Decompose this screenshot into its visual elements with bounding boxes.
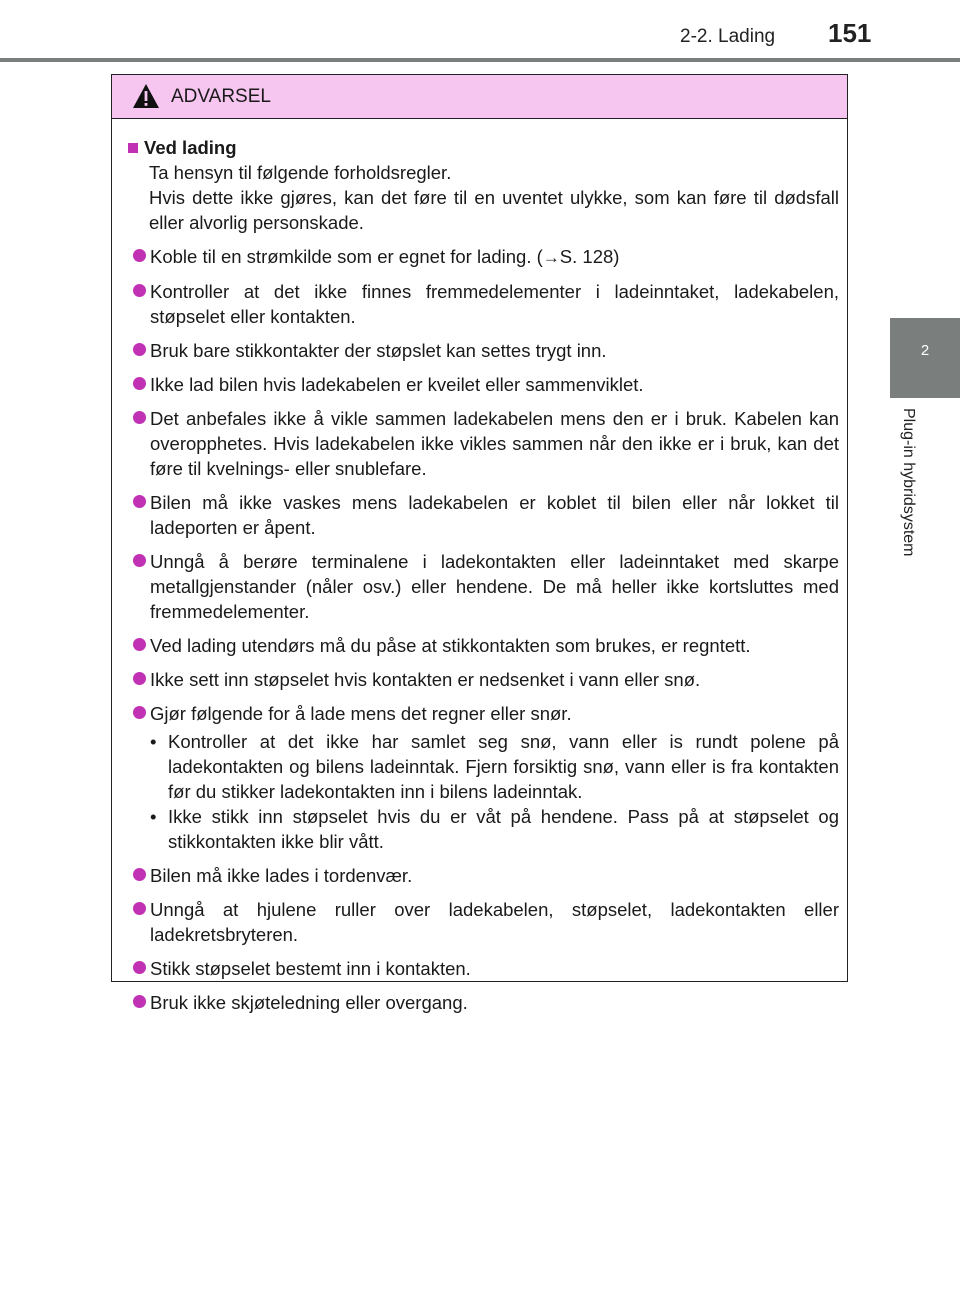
list-item-text: Ikke sett inn støpselet hvis kontakten er nedsenket i vann eller snø. [150, 669, 701, 690]
round-bullet-icon [128, 490, 150, 540]
header-rule [0, 58, 960, 62]
intro-line-2: Hvis dette ikke gjøres, kan det føre til en uventet ulykke, som kan føre til dødsfall eller alvorlig personskade. [149, 187, 839, 233]
list-item-text: Unngå å berøre terminalene i ladekontakten eller ladeinntaket med skarpe metallgjenstander (nåler osv.) eller hendene. De må heller ikke kortsluttes med fremmedelementer. [150, 551, 839, 622]
list-item [128, 279, 839, 329]
list-item-text: Bilen må ikke lades i tordenvær. [150, 865, 413, 886]
sub-list [150, 729, 839, 854]
list-item-text: Det anbefales ikke å vikle sammen ladekabelen mens den er i bruk. Kabelen kan overopphetes. Hvis ladekabelen ikke vikles sammen når den ikke er i bruk, kan det føre til kvelnings- eller snublefare. [150, 408, 839, 479]
section-heading: 2-2. Lading [680, 26, 776, 47]
list-item-text: Bruk ikke skjøteledning eller overgang. [150, 992, 468, 1013]
chapter-number: 2 [920, 342, 930, 359]
round-bullet-icon [128, 338, 150, 363]
list-item [128, 372, 839, 397]
list-item [128, 549, 839, 624]
round-bullet-icon [128, 701, 150, 854]
list-item [128, 897, 839, 947]
page-number: 151 [828, 18, 872, 48]
round-bullet-icon [128, 667, 150, 692]
warning-title: ADVARSEL [171, 86, 271, 107]
round-bullet-icon [128, 863, 150, 888]
list-item-text: Bruk bare stikkontakter der støpslet kan settes trygt inn. [150, 340, 607, 361]
round-bullet-icon [128, 990, 150, 1015]
list-item-text: Unngå at hjulene ruller over ladekabelen, støpselet, ladekontakten eller ladekretsbryteren. [150, 899, 839, 945]
warning-box [111, 74, 848, 1013]
list-item [128, 244, 839, 270]
sub-list-item [150, 729, 839, 804]
sub-list-item [150, 804, 839, 854]
list-item [128, 490, 839, 540]
list-item-text: Kontroller at det ikke finnes fremmedelementer i ladeinntaket, ladekabelen, støpselet eller kontakten. [150, 281, 839, 327]
intro-line-1: Ta hensyn til følgende forholdsregler. [149, 162, 452, 183]
sub-bullet-icon: • [150, 806, 157, 827]
list-item [128, 956, 839, 981]
list-item [128, 990, 839, 1015]
round-bullet-icon [128, 279, 150, 329]
warning-body [112, 119, 847, 1015]
list-item [128, 667, 839, 692]
section-title-text: Ved lading [144, 137, 237, 158]
square-bullet-icon [128, 143, 138, 153]
round-bullet-icon [128, 956, 150, 981]
warning-triangle-icon [132, 83, 160, 109]
list-item-text: Ikke lad bilen hvis ladekabelen er kveilet eller sammenviklet. [150, 374, 644, 395]
list-item [128, 863, 839, 888]
list-item-text: Koble til en strømkilde som er egnet for lading. ( [150, 246, 543, 267]
round-bullet-icon [128, 633, 150, 658]
intro [128, 160, 839, 235]
list-item [128, 701, 839, 854]
list-item-text: Bilen må ikke vaskes mens ladekabelen er koblet til bilen eller når lokket til ladeporten er åpent. [150, 492, 839, 538]
list-item [128, 338, 839, 363]
chapter-title: Plug-in hybridsystem [900, 408, 917, 557]
page-reference: S. 128) [559, 246, 620, 267]
sub-bullet-icon: • [150, 731, 157, 752]
round-bullet-icon [128, 549, 150, 624]
list-item [128, 633, 839, 658]
round-bullet-icon [128, 372, 150, 397]
sub-list-item-text: Kontroller at det ikke har samlet seg snø, vann eller is rundt polene på ladekontakten og bilens ladeinntak. Fjern forsiktig snø, vann eller is fra kontakten før du stikker ladekontakten inn i bilens ladeinntak. [168, 731, 839, 802]
list-item-text: Ved lading utendørs må du påse at stikkontakten som brukes, er regntett. [150, 635, 751, 656]
round-bullet-icon [128, 244, 150, 270]
arrow-right-icon: → [542, 248, 560, 267]
sub-list-item-text: Ikke stikk inn støpselet hvis du er våt på hendene. Pass på at støpselet og stikkontakten ikke blir vått. [168, 806, 839, 852]
warning-header [112, 75, 847, 119]
round-bullet-icon [128, 897, 150, 947]
list-item [128, 406, 839, 481]
list-item-text: Gjør følgende for å lade mens det regner eller snør. [150, 703, 572, 724]
list-item-text: Stikk støpselet bestemt inn i kontakten. [150, 958, 471, 979]
round-bullet-icon [128, 406, 150, 481]
section-title [128, 135, 839, 160]
chapter-tab [890, 318, 960, 398]
